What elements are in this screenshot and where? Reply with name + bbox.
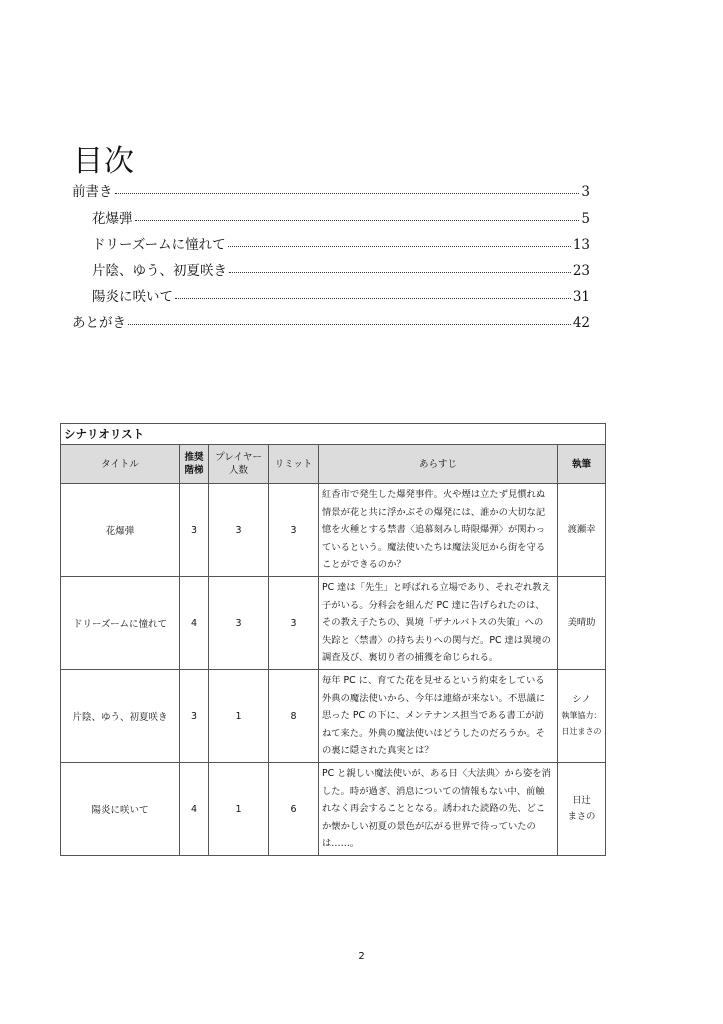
header-level: 推奨 階梯: [180, 445, 209, 484]
toc-entry-label: 花爆弾: [92, 211, 133, 227]
cell-title: 陽炎に咲いて: [61, 763, 180, 856]
cell-players: 3: [209, 577, 269, 670]
toc-entry-label: ドリーズームに憧れて: [92, 237, 226, 253]
toc-leader-dots: [229, 262, 571, 273]
table-header-row: [61, 445, 606, 484]
cell-limit: 3: [269, 577, 319, 670]
cell-title: 片陰、ゆう、初夏咲き: [61, 670, 180, 763]
toc-title: 目次: [73, 144, 135, 179]
cell-limit: 6: [269, 763, 319, 856]
table-row: [61, 670, 606, 763]
toc-leader-dots: [128, 314, 571, 325]
toc-leader-dots: [135, 210, 580, 221]
toc-entry-page: 13: [572, 237, 590, 253]
cell-level: 3: [180, 670, 209, 763]
page-number: 2: [358, 951, 365, 962]
toc-leader-dots: [175, 288, 571, 299]
toc-entry-kagerou[interactable]: [72, 285, 590, 305]
cell-summary: 毎年 PC に、育てた花を見せるという約束をしている 外典の魔法使いから、今年は連絡が来ない。不思議に 思った PC の下に、メンテナンス担当である書工が訪 ねて来た。外典の魔法使いはどうしたのだろうか。そ の裏に隠された真実とは？: [319, 670, 558, 763]
toc-entry-katakage[interactable]: [72, 259, 590, 279]
cell-level: 3: [180, 484, 209, 577]
toc-entry-page: 5: [581, 211, 590, 227]
scenario-list-table: [60, 423, 606, 856]
header-author: 執筆: [558, 445, 606, 484]
cell-limit: 3: [269, 484, 319, 577]
toc-entry-dolly-zoom[interactable]: [72, 233, 590, 253]
cell-level: 4: [180, 577, 209, 670]
toc-entry-label: 前書き: [72, 184, 113, 200]
cell-limit: 8: [269, 670, 319, 763]
cell-summary: PC 達は「先生」と呼ばれる立場であり、それぞれ教え 子がいる。分科会を組んだ PC 達に告げられたのは、 その教え子たちの、異境「ザナルバトスの失策」への 失踪と〈禁書〉の持ち去りへの関与だ。PC 達は異境の 調査及び、裏切り者の捕獲を命じられる。: [319, 577, 558, 670]
cell-summary: PC と親しい魔法使いが、ある日〈大法典〉から姿を消 した。時が過ぎ、消息についての情報もない中、前触 れなく再会することとなる。誘われた読路の先、どこ か懐かしい初夏の景色が広がる世界で待っていたの は……。: [319, 763, 558, 856]
toc-entry-label: 片陰、ゆう、初夏咲き: [92, 263, 227, 279]
table-row: [61, 577, 606, 670]
toc-entry-page: 42: [572, 315, 590, 331]
header-title: タイトル: [61, 445, 180, 484]
cell-players: 1: [209, 670, 269, 763]
toc-entry-label: 陽炎に咲いて: [92, 289, 173, 305]
header-players: プレイヤー 人数: [209, 445, 269, 484]
cell-level: 4: [180, 763, 209, 856]
toc-entry-label: あとがき: [72, 315, 126, 331]
header-limit: リミット: [269, 445, 319, 484]
cell-summary: 紅香市で発生した爆発事件。火や煙は立たず見慣れぬ 情景が花と共に浮かぶその爆発には、誰かの大切な記 憶を火種とする禁書〈追慕刻みし時限爆弾〉が関わっ ているという。魔法使いたちは魔法災厄から街を守る ことができるのか？: [319, 484, 558, 577]
cell-author: 渡瀬幸: [558, 484, 606, 577]
toc-entry-page: 23: [572, 263, 590, 279]
cell-author: シノ 執筆協力： 日辻まさの: [558, 670, 606, 763]
toc-entry-page: 31: [572, 289, 590, 305]
cell-author: 美晴助: [558, 577, 606, 670]
toc-entry-hanabakudan[interactable]: [72, 207, 590, 227]
table-row: [61, 763, 606, 856]
cell-players: 3: [209, 484, 269, 577]
table-caption: シナリオリスト: [61, 424, 606, 445]
header-summary: あらすじ: [319, 445, 558, 484]
toc-leader-dots: [115, 183, 580, 194]
cell-title: ドリーズームに憧れて: [61, 577, 180, 670]
toc-entry-preface[interactable]: [72, 180, 590, 200]
toc-entry-afterword[interactable]: [72, 311, 590, 331]
toc-leader-dots: [228, 236, 571, 247]
cell-players: 1: [209, 763, 269, 856]
toc-entry-page: 3: [581, 184, 590, 200]
cell-title: 花爆弾: [61, 484, 180, 577]
table-row: [61, 484, 606, 577]
cell-author: 日辻 まさの: [558, 763, 606, 856]
